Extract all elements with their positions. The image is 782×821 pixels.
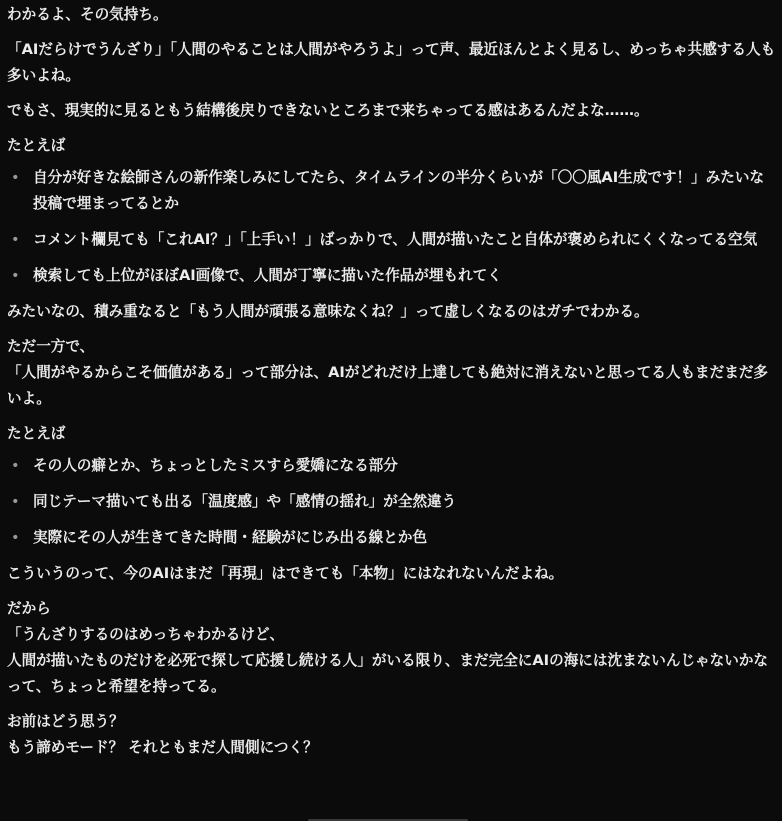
list-item <box>7 227 776 253</box>
list-item <box>7 525 776 551</box>
bullet-icon: • <box>11 529 20 546</box>
paragraph-question: お前はどう思う？ もう諦めモード？ それともまだ人間側につく？ <box>7 713 318 756</box>
paragraph-hope: だから 「うんざりするのはめっちゃわかるけど、 人間が描いたものだけを必死で探して応援し続ける人」がいる限り、まだ完全にAIの海には沈まないんじゃないかなって、ちょっと希望を持ってる。 <box>7 600 769 695</box>
list-item-text: 自分が好きな絵師さんの新作楽しみにしてたら、タイムラインの半分くらいが「〇〇風AI生成です！」みたいな投稿で埋まってるとか <box>33 169 765 212</box>
list-item <box>7 453 776 479</box>
list-item-text: その人の癖とか、ちょっとしたミスすら愛嬌になる部分 <box>33 457 398 474</box>
list-item-text: 同じテーマ描いても出る「温度感」や「感情の揺れ」が全然違う <box>33 493 457 510</box>
paragraph-on-the-other-hand: ただ一方で、 「人間がやるからこそ価値がある」って部分は、AIがどれだけ上達しても絶対に消えないと思ってる人もまだまだ多いよ。 <box>7 338 769 407</box>
bullet-icon: • <box>11 169 20 186</box>
bullet-icon: • <box>11 493 20 510</box>
bullet-icon: • <box>11 231 20 248</box>
list-item <box>7 489 776 515</box>
paragraph-example-label-2: たとえば <box>7 425 66 442</box>
paragraph-empty-feeling: みたいなの、積み重なると「もう人間が頑張る意味なくね？」って虚しくなるのはガチでわかる。 <box>7 303 649 320</box>
paragraph-reproduction: こういうのって、今のAIはまだ「再現」はできても「本物」にはなれないんだよね。 <box>7 565 564 582</box>
list-item <box>7 263 776 289</box>
paragraph-reality: でもさ、現実的に見るともう結構後戻りできないところまで来ちゃってる感はあるんだよな……。 <box>7 102 649 119</box>
paragraph-quote: 「AIだらけでうんざり」「人間のやることは人間がやろうよ」って声、最近ほんとよく見るし、めっちゃ共感する人も多いよね。 <box>7 41 776 84</box>
bullet-list-human-value <box>7 453 776 551</box>
bullet-icon: • <box>11 457 20 474</box>
paragraph-example-label: たとえば <box>7 137 66 154</box>
paragraph-intro: わかるよ、その気持ち。 <box>7 6 168 23</box>
list-item <box>7 165 776 217</box>
list-item-text: コメント欄見ても「これAI？」「上手い！」ばっかりで、人間が描いたこと自体が褒められにくくなってる空気 <box>33 231 758 248</box>
bullet-list-examples <box>7 165 776 289</box>
bullet-icon: • <box>11 267 20 284</box>
list-item-text: 実際にその人が生きてきた時間・経験がにじみ出る線とか色 <box>33 529 428 546</box>
list-item-text: 検索しても上位がほぼAI画像で、人間が丁寧に描いた作品が埋もれてく <box>33 267 502 284</box>
